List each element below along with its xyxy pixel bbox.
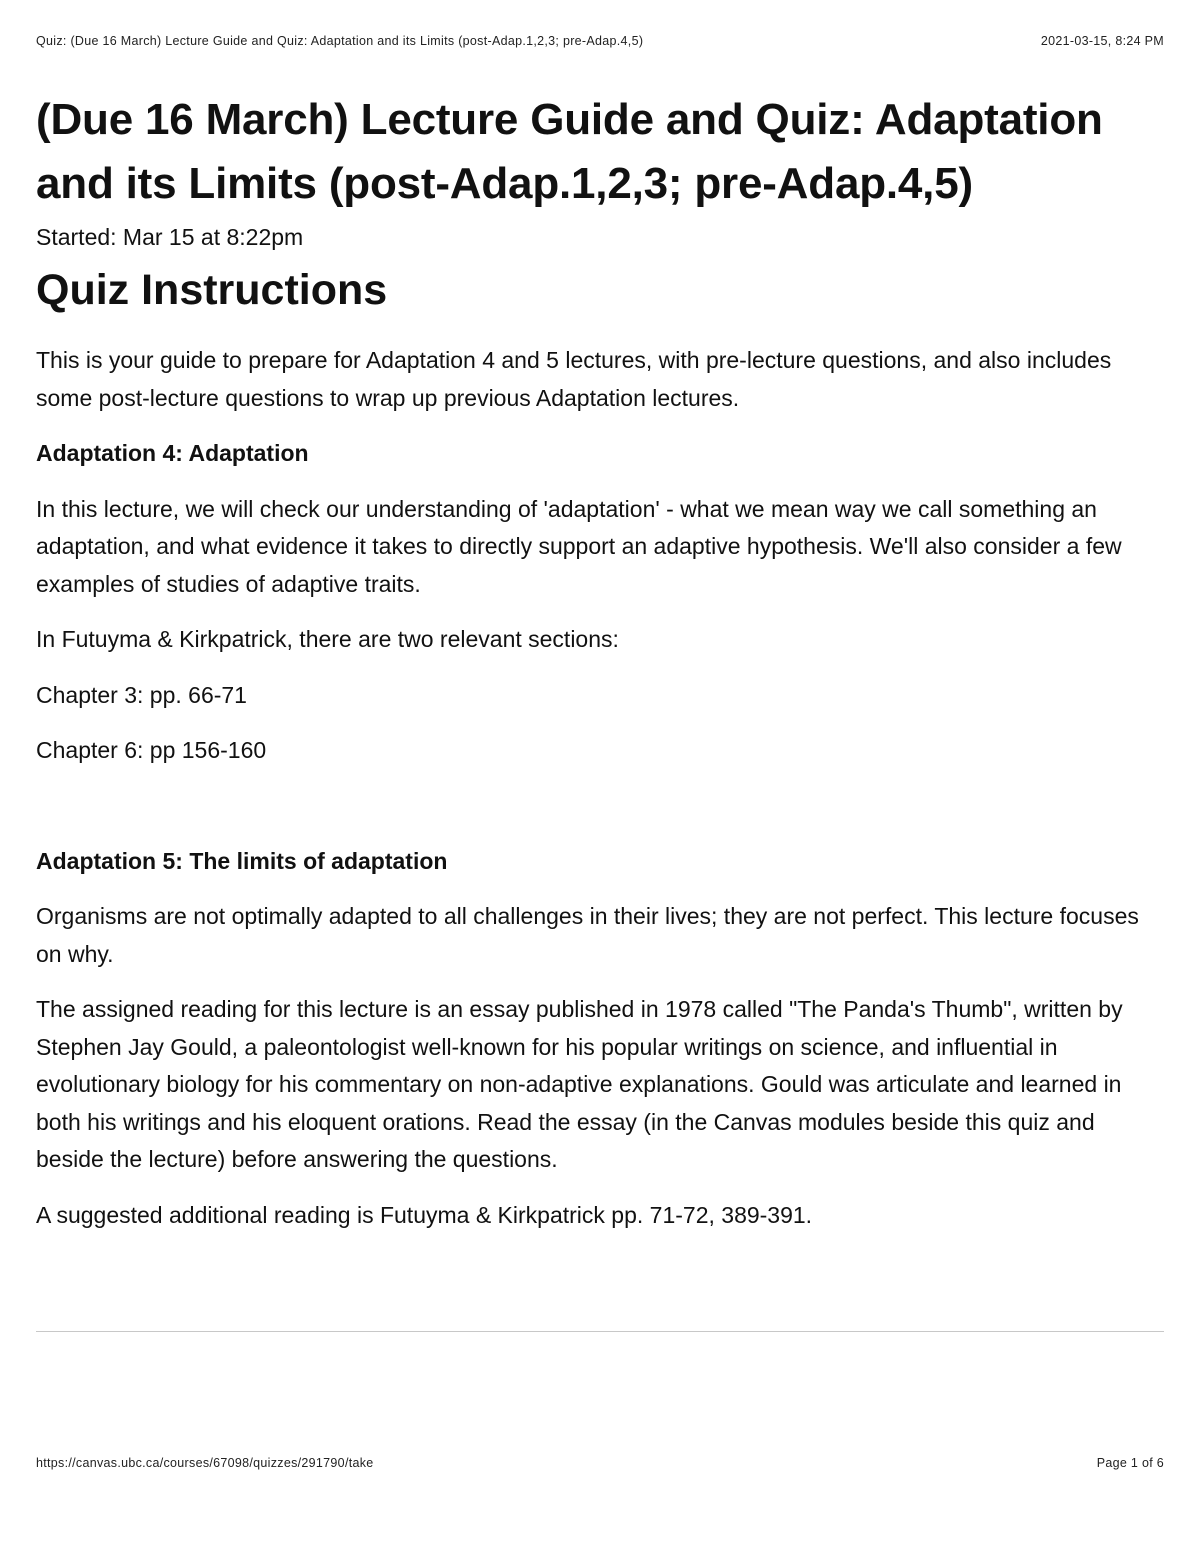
print-footer: [36, 1456, 1164, 1474]
print-header-title: Quiz: (Due 16 March) Lecture Guide and Quiz: Adaptation and its Limits (post-Adap.1,2,3; pre-Adap.4,5): [36, 34, 644, 48]
adaptation4-description: In this lecture, we will check our understanding of 'adaptation' - what we mean way we call something an adaptation, and what evidence it takes to directly support an adaptive hypothesis. We'll also consider a few examples of studies of adaptive traits.: [36, 495, 1122, 597]
section-divider: [36, 1331, 1164, 1332]
adaptation5-suggested-reading: A suggested additional reading is Futuyma & Kirkpatrick pp. 71-72, 389-391.: [36, 1201, 813, 1228]
quiz-instructions-heading: Quiz Instructions: [36, 266, 388, 314]
print-header-datetime: 2021-03-15, 8:24 PM: [1040, 34, 1164, 48]
blank-spacer: [36, 788, 1166, 825]
quiz-instructions: [36, 342, 1166, 1234]
quiz-started-timestamp: Started: Mar 15 at 8:22pm: [36, 224, 304, 250]
intro-paragraph: This is your guide to prepare for Adaptation 4 and 5 lectures, with pre-lecture questions, and also includes some post-lecture questions to wrap up previous Adaptation lectures.: [36, 347, 1112, 411]
adaptation4-heading: Adaptation 4: Adaptation: [36, 440, 309, 466]
print-footer-url: https://canvas.ubc.ca/courses/67098/quizzes/291790/take: [36, 1456, 374, 1470]
adaptation4-sections-intro: In Futuyma & Kirkpatrick, there are two relevant sections:: [36, 626, 619, 652]
print-header: [36, 34, 1164, 52]
adaptation5-reading-assignment: The assigned reading for this lecture is an essay published in 1978 called "The Panda's Thumb", written by Stephen Jay Gould, a paleontologist well-known for his popular writings on science, and influential in evolutionary biology for his commentary on non-adaptive explanations. Gould was articulate and learned in both his writings and his eloquent orations. Read the essay (in the Canvas modules beside this quiz and beside the lecture) before answering the questions.: [36, 996, 1123, 1172]
page-title: (Due 16 March) Lecture Guide and Quiz: Adaptation and its Limits (post-Adap.1,2,3; pre-Adap.4,5): [36, 95, 1103, 208]
print-footer-page-number: Page 1 of 6: [1096, 1456, 1164, 1470]
adaptation4-reading-2: Chapter 6: pp 156-160: [36, 737, 267, 763]
adaptation5-description: Organisms are not optimally adapted to all challenges in their lives; they are not perfect. This lecture focuses on why.: [36, 903, 1139, 967]
adaptation4-reading-1: Chapter 3: pp. 66-71: [36, 681, 247, 708]
adaptation5-heading: Adaptation 5: The limits of adaptation: [36, 847, 448, 874]
quiz-content: [36, 88, 1166, 1252]
